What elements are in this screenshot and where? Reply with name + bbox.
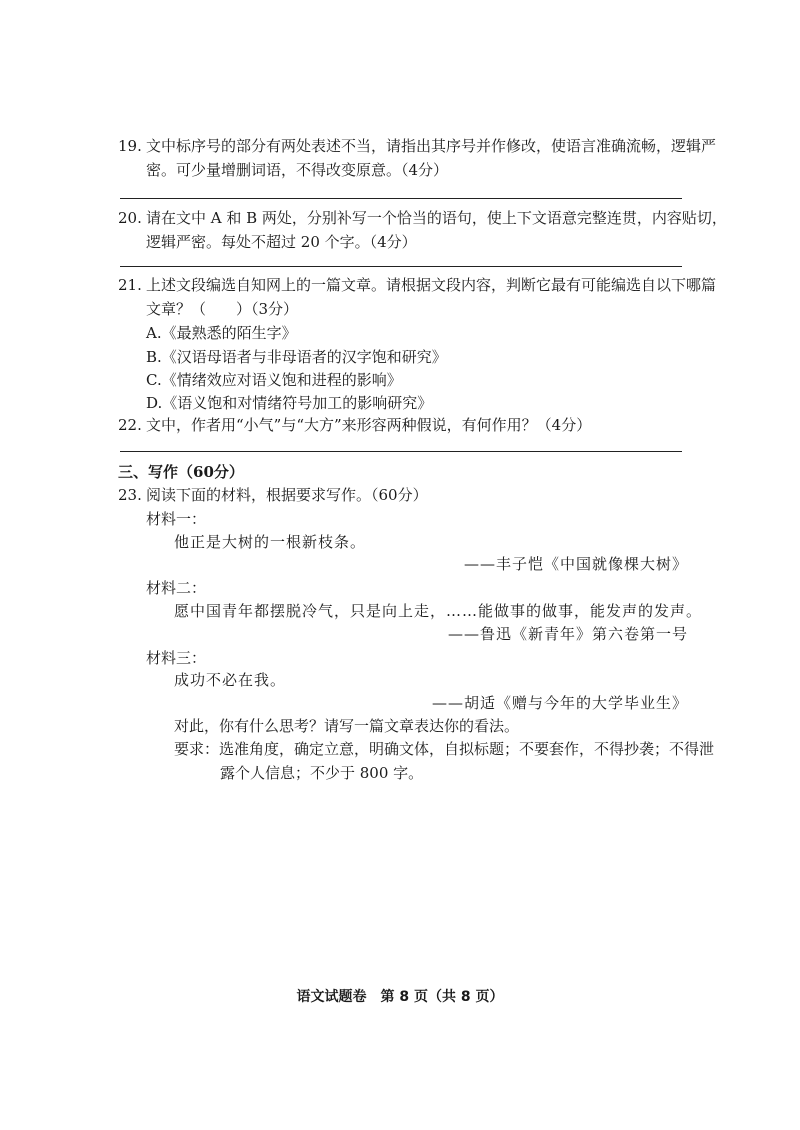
option-d: D.《语义饱和对情绪符号加工的影响研究》 — [146, 394, 433, 412]
question-number: 22. — [118, 416, 142, 434]
material-quote: 愿中国青年都摆脱冷气，只是向上走，……能做事的做事，能发声的发声。 — [174, 602, 703, 620]
question-number: 21. — [118, 276, 142, 294]
material-label: 材料二： — [146, 579, 207, 597]
writing-prompt: 对此，你有什么思考？请写一篇文章表达你的看法。 — [174, 717, 520, 735]
writing-requirement-line1: 要求：选准角度，确定立意，明确文体，自拟标题；不要套作，不得抄袭；不得泄 — [174, 740, 715, 758]
question-20-line1: 20. 请在文中 A 和 B 两处，分别补写一个恰当的语句，使上下文语意完整连贯，内容贴切， — [118, 205, 727, 231]
writing-requirement-line2: 露个人信息；不少于 800 字。 — [220, 764, 424, 782]
answer-line — [120, 266, 682, 267]
material-source: ——丰子恺《中国就像棵大树》 — [463, 555, 688, 573]
material-quote: 他正是大树的一根新枝条。 — [174, 533, 367, 551]
option-b: B.《汉语母语者与非母语者的汉字饱和研究》 — [146, 348, 447, 366]
question-20-line2: 逻辑严密。每处不超过 20 个字。（4分） — [146, 233, 417, 251]
material-source: ——胡适《赠与今年的大学毕业生》 — [431, 694, 688, 712]
material-label: 材料一： — [146, 510, 207, 528]
material-label: 材料三： — [146, 649, 207, 667]
question-number: 19. — [118, 137, 142, 155]
question-number: 20. — [118, 209, 142, 227]
answer-line — [120, 198, 682, 199]
option-a: A.《最熟悉的陌生字》 — [146, 324, 297, 342]
question-21-line2: 文章？（ ）（3分） — [146, 300, 299, 318]
question-number: 23. — [118, 486, 142, 504]
material-quote: 成功不必在我。 — [174, 671, 287, 689]
question-21-line1: 21. 上述文段编选自知网上的一篇文章。请根据文段内容，判断它最有可能编选自以下哪篇 — [118, 272, 716, 298]
section-heading: 三、写作（60分） — [118, 463, 244, 481]
answer-line — [120, 451, 682, 452]
question-19-line2: 密。可少量增删词语，不得改变原意。（4分） — [146, 161, 449, 179]
option-c: C.《情绪效应对语义饱和进程的影响》 — [146, 371, 402, 389]
material-source: ——鲁迅《新青年》第六卷第一号 — [447, 625, 688, 643]
question-19-line1: 19. 文中标序号的部分有两处表述不当，请指出其序号并作修改，使语言准确流畅，逻辑严 — [118, 133, 716, 159]
question-23-intro: 23. 阅读下面的材料，根据要求写作。（60分） — [118, 482, 428, 508]
page-footer: 语文试题卷 第 8 页（共 8 页） — [296, 989, 504, 1005]
question-22-line1: 22. 文中，作者用“小气”与“大方”来形容两种假说，有何作用？（4分） — [118, 412, 591, 438]
